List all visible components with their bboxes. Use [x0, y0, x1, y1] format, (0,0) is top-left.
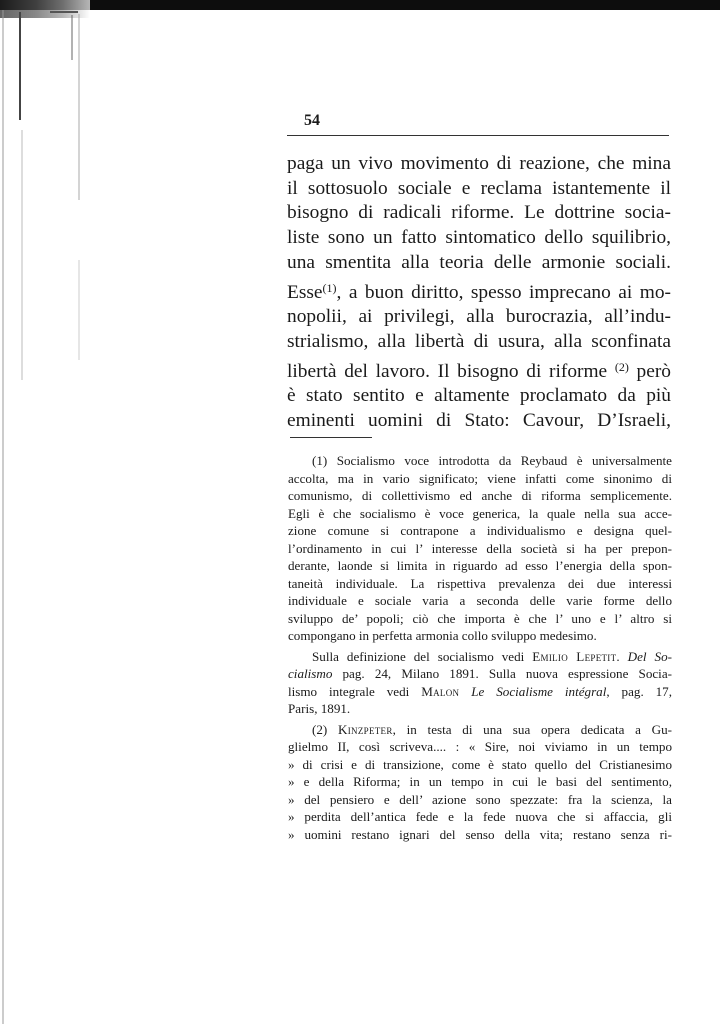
footnote-ref-2: (2)	[614, 359, 629, 374]
text-segment: libertà del lavoro. Il bisogno di riforme	[287, 360, 615, 382]
text-segment: , in testa di una sua opera dedicata a Gu-	[392, 721, 673, 737]
footnote-ref-1: (1)	[322, 280, 337, 295]
text-segment: (2)	[312, 721, 338, 737]
footnote-line: » perdita dell’antica fede e la fede nuova che si affaccia, gli	[288, 809, 672, 824]
footnote-line	[288, 665, 672, 683]
text-segment: , pag. 17,	[606, 683, 672, 699]
text-line: una smentita alla teoria delle armonie sociali.	[287, 251, 671, 273]
footnote-line: accolta, ma in vario significato; viene infatti come sinonimo di	[288, 470, 672, 486]
footnote-rule	[290, 437, 372, 438]
text-segment	[459, 684, 471, 699]
author-name: Emilio Lepetit	[532, 648, 617, 664]
scan-top-edge	[0, 0, 720, 10]
header-rule	[287, 135, 669, 136]
text-segment: Sulla definizione del socialismo vedi	[312, 648, 533, 664]
footnote-line: Egli è che socialismo è voce generica, la quale nella sua acce-	[288, 505, 672, 521]
text-line: è stato sentito e altamente proclamato da più	[287, 385, 671, 407]
author-name: Malon	[421, 683, 460, 699]
footnote-line: » di crisi e di transizione, come è stato quello del Cristianesimo	[288, 756, 672, 772]
footnote-line: zione comune si contrapone a individualismo e designa quel-	[288, 523, 672, 538]
text-segment: .	[616, 648, 628, 664]
binding-edge-marks	[0, 0, 95, 1024]
footnote-line: l’ordinamento in cui l’ interesse della società si ha per prepon-	[288, 540, 672, 556]
footnote-line	[288, 721, 672, 739]
footnote-line: sviluppo de’ popoli; ciò che importa è che l’ uno e l’ altro si	[288, 610, 672, 626]
page-number: 54	[304, 112, 320, 129]
text-line: liste sono un fatto sintomatico dello squilibrio,	[287, 227, 671, 249]
footnote-line: taneità individuale. La rispettiva prevalenza dei due interessi	[288, 575, 672, 591]
text-line: nopolii, ai privilegi, alla burocrazia, all’indu-	[287, 306, 671, 328]
text-line	[287, 276, 671, 306]
text-line: paga un vivo movimento di reazione, che mina	[287, 153, 671, 174]
text-segment: Esse	[287, 281, 323, 303]
text-line: il sottosuolo sociale e reclama istantemente il	[287, 177, 671, 199]
footnote-line: Paris, 1891.	[288, 701, 351, 716]
footnote-line: individuale e sociale varia a seconda delle varie forme dello	[288, 593, 672, 608]
text-line	[287, 355, 671, 385]
book-title: cialismo	[288, 666, 333, 681]
footnote-line: derante, laonde si limita in riguardo ad esso l’energia della spon-	[288, 558, 672, 573]
text-segment: però	[628, 360, 671, 382]
footnote-line	[288, 683, 672, 701]
text-line: bisogno di radicali riforme. Le dottrine socia-	[287, 202, 671, 224]
text-segment: , a buon diritto, spesso imprecano ai mo-	[336, 281, 671, 303]
footnote-line	[288, 648, 672, 666]
text-line: strialismo, alla libertà di usura, alla sconfinata	[287, 330, 671, 352]
footnote-line: » e della Riforma; in un tempo in cui le basi del sentimento,	[288, 774, 672, 789]
footnote-line: comunismo, di collettivismo ed anche di riforma semplicemente.	[288, 488, 672, 503]
footnote-line: » uomini restano ignari del senso della vita; restano senza ri-	[288, 826, 672, 842]
footnote-line: » del pensiero e dell’ azione sono spezzate: fra la scienza, la	[288, 791, 672, 807]
book-title: Le Socialisme intégral	[471, 683, 607, 699]
text-segment: lismo integrale vedi	[288, 683, 422, 699]
footnote-line: (1) Socialismo voce introdotta da Reybaud è universalmente	[312, 453, 672, 468]
text-line: eminenti uomini di Stato: Cavour, D’Israeli,	[287, 410, 671, 432]
footnote-line: glielmo II, così scriveva.... : « Sire, noi viviamo in un tempo	[288, 739, 672, 754]
book-title: Del So-	[627, 648, 672, 664]
main-text	[287, 152, 671, 434]
footnote-line: compongano in perfetta armonia collo sviluppo medesimo.	[288, 628, 597, 643]
footnotes	[288, 452, 672, 843]
text-segment: pag. 24, Milano 1891. Sulla nuova espressione Socia-	[332, 666, 672, 681]
author-name: Kinzpeter	[338, 721, 393, 737]
